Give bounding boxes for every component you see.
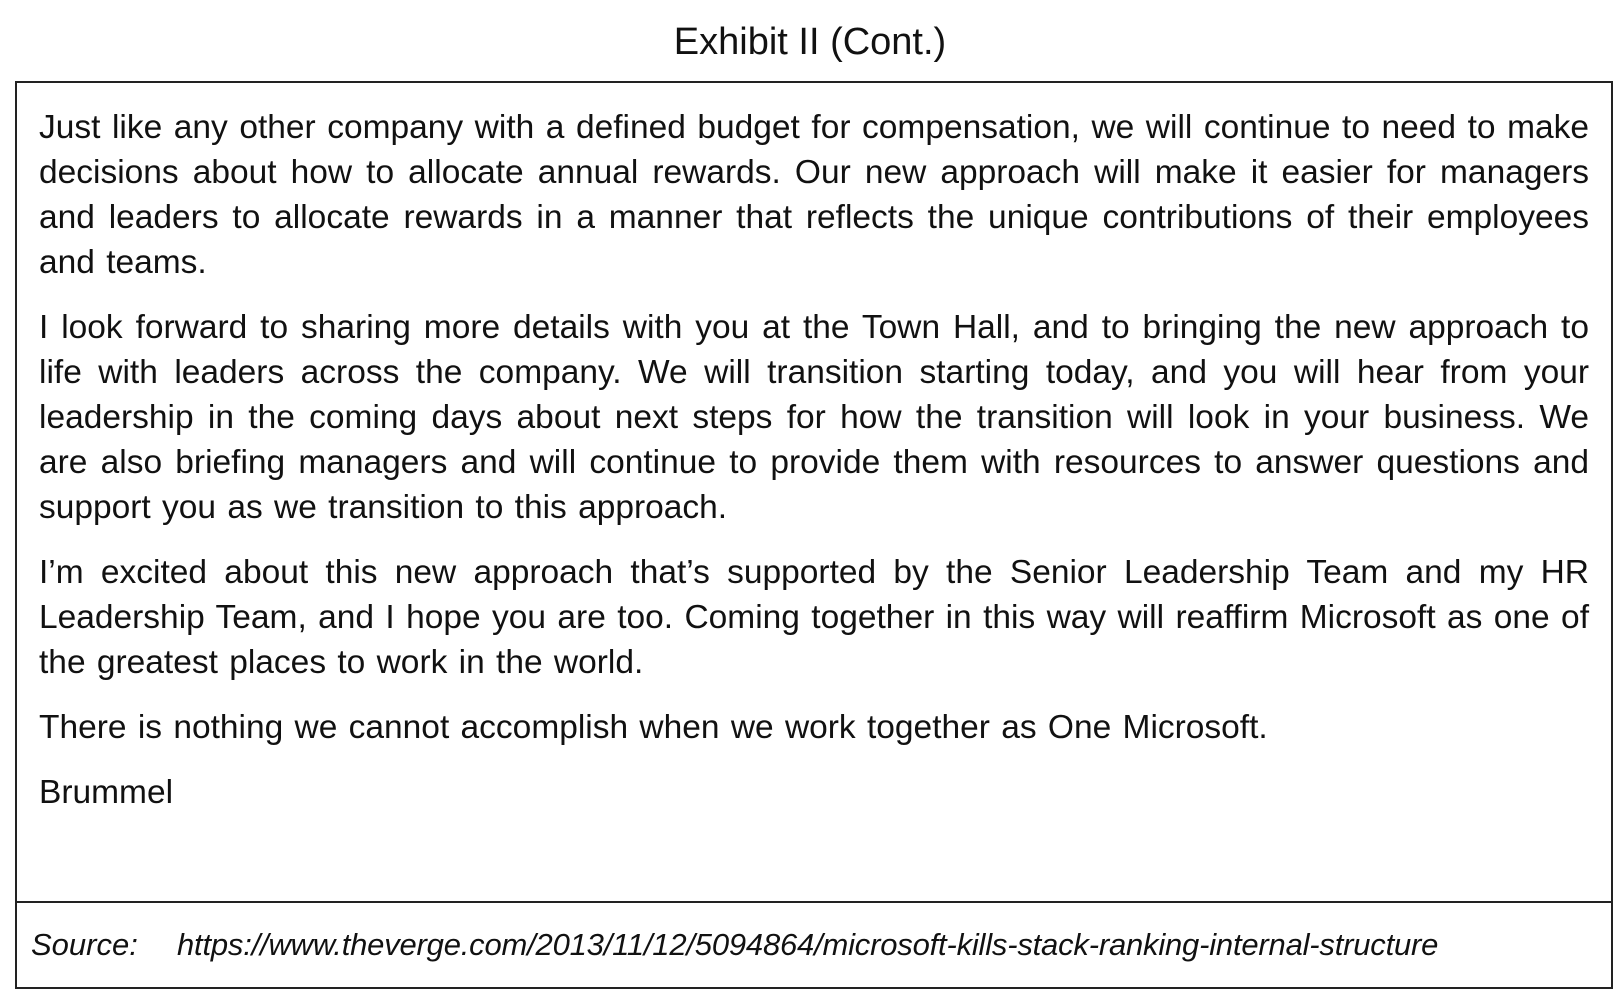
exhibit-box xyxy=(15,81,1613,989)
letter-paragraph-2: I look forward to sharing more details with you at the Town Hall, and to bringing the new approach to life with leaders across the company. We will transition starting today, and you will hear from your leadership in the coming days about next steps for how the transition will look in your business. We are also briefing managers and will continue to provide them with resources to answer questions and support you as we transition to this approach. xyxy=(39,309,1589,526)
source-label: Source: xyxy=(31,927,138,962)
source-citation xyxy=(17,903,1611,987)
letter-paragraph-4: There is nothing we cannot accomplish when we work together as One Microsoft. xyxy=(39,709,1268,746)
letter-paragraph-3: I’m excited about this new approach that’s supported by the Senior Leadership Team and my HR Leadership Team, and I hope you are too. Coming together in this way will reaffirm Microsoft as one of the greatest places to work in the world. xyxy=(39,554,1589,681)
source-url: https://www.theverge.com/2013/11/12/5094864/microsoft-kills-stack-ranking-internal-structure xyxy=(177,927,1439,962)
letter-body xyxy=(17,83,1611,901)
letter-paragraph-1: Just like any other company with a defined budget for compensation, we will continue to need to make decisions about how to allocate annual rewards. Our new approach will make it easier for managers and leaders to allocate rewards in a manner that reflects the unique contributions of their employees and teams. xyxy=(39,109,1589,281)
exhibit-title: Exhibit II (Cont.) xyxy=(673,21,947,63)
letter-signature: Brummel xyxy=(39,774,174,811)
